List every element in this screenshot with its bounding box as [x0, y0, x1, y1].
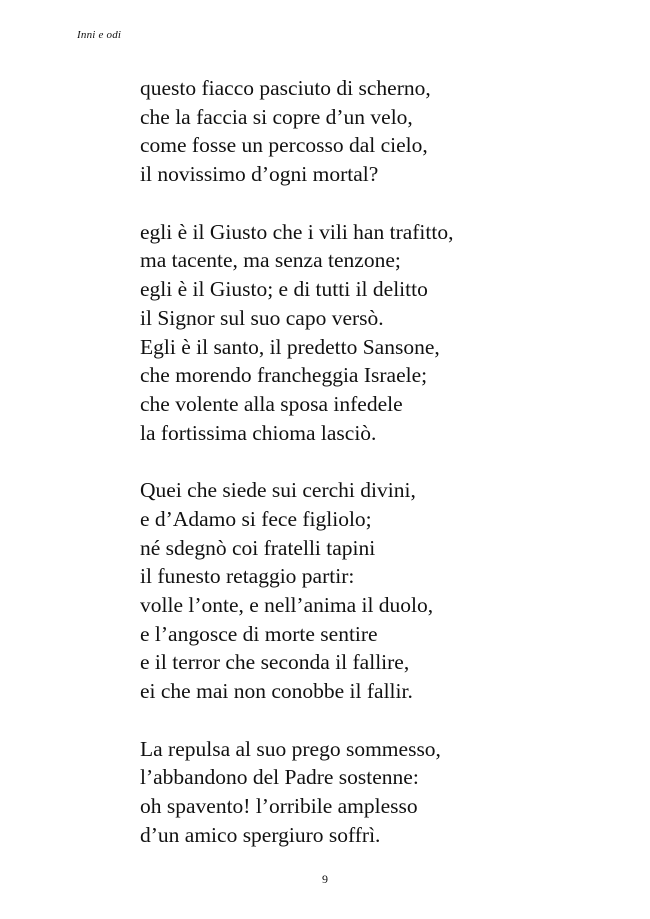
verse-line: il novissimo d’ogni mortal? [140, 162, 379, 187]
verse-line: ma tacente, ma senza tenzone; [140, 248, 401, 273]
stanza-3 [140, 476, 600, 706]
verse-line: questo fiacco pasciuto di scherno, [140, 76, 431, 100]
verse-line: egli è il Giusto; e di tutti il delitto [140, 277, 428, 302]
poem-body [140, 74, 600, 879]
verse-line: oh spavento! l’orribile amplesso [140, 794, 418, 819]
page-number: 9 [322, 872, 328, 886]
stanza-4 [140, 735, 600, 850]
stanza-1 [140, 74, 600, 189]
verse-line: l’abbandono del Padre sostenne: [140, 765, 419, 790]
verse-line: egli è il Giusto che i vili han trafitto, [140, 219, 454, 244]
verse-line: la fortissima chioma lasciò. [140, 420, 377, 445]
verse-line: e d’Adamo si fece figliolo; [140, 506, 372, 531]
verse-line: il Signor sul suo capo versò. [140, 305, 384, 330]
verse-line: come fosse un percosso dal cielo, [140, 133, 428, 158]
verse-line: e il terror che seconda il fallire, [140, 650, 410, 675]
verse-line: che morendo francheggia Israele; [140, 363, 428, 388]
verse-line: che volente alla sposa infedele [140, 391, 403, 416]
verse-line: d’un amico spergiuro soffrì. [140, 822, 381, 847]
verse-line: La repulsa al suo prego sommesso, [140, 736, 441, 761]
verse-line: Quei che siede sui cerchi divini, [140, 478, 416, 503]
verse-line: né sdegnò coi fratelli tapini [140, 535, 376, 560]
verse-line: ei che mai non conobbe il fallir. [140, 679, 413, 704]
verse-line: volle l’onte, e nell’anima il duolo, [140, 593, 434, 617]
verse-line: e l’angosce di morte sentire [140, 621, 378, 646]
verse-line: il funesto retaggio partir: [140, 564, 355, 589]
stanza-2 [140, 218, 600, 448]
running-header: Inni e odi [77, 29, 122, 41]
verse-line: che la faccia si copre d’un velo, [140, 104, 413, 129]
verse-line: Egli è il santo, il predetto Sansone, [140, 334, 440, 359]
